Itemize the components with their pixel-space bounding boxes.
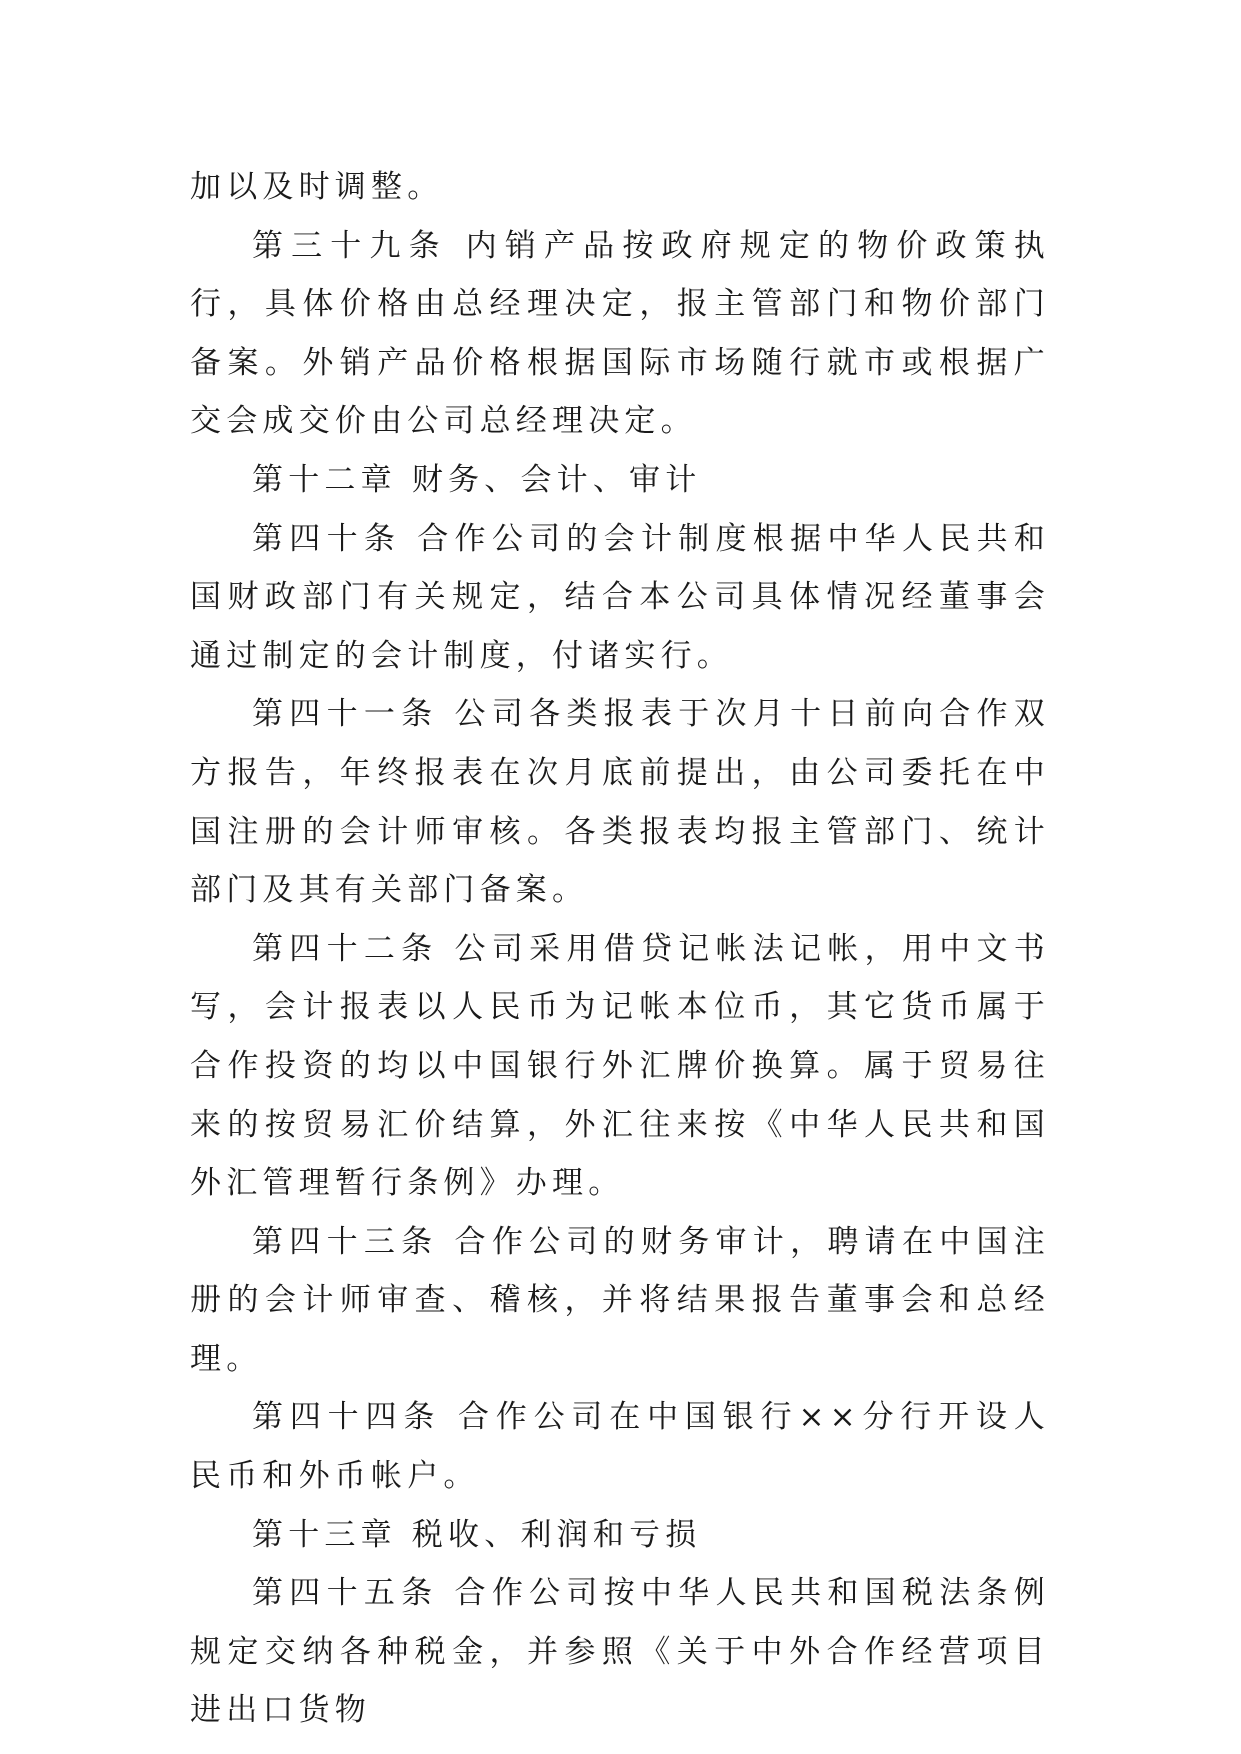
article-40: 第四十条 合作公司的会计制度根据中华人民共和国财政部门有关规定，结合本公司具体情况经董事会通过制定的会计制度，付诸实行。 — [190, 520, 1050, 674]
document-body — [190, 158, 1050, 1740]
article-42: 第四十二条 公司采用借贷记帐法记帐，用中文书写，会计报表以人民币为记帐本位币，其它货币属于合作投资的均以中国银行外汇牌价换算。属于贸易往来的按贸易汇价结算，外汇往来按《中华人民共和国外汇管理暂行条例》办理。 — [190, 930, 1050, 1202]
paragraph-continuation: 加以及时调整。 — [190, 169, 444, 205]
article-43: 第四十三条 合作公司的财务审计，聘请在中国注册的会计师审查、稽核，并将结果报告董事会和总经理。 — [190, 1223, 1050, 1377]
chapter-12-heading: 第十二章 财务、会计、审计 — [252, 461, 702, 498]
chapter-13-heading: 第十三章 税收、利润和亏损 — [252, 1516, 702, 1553]
article-45: 第四十五条 合作公司按中华人民共和国税法条例规定交纳各种税金，并参照《关于中外合作经营项目进出口货物 — [190, 1575, 1050, 1729]
article-41: 第四十一条 公司各类报表于次月十日前向合作双方报告，年终报表在次月底前提出，由公司委托在中国注册的会计师审核。各类报表均报主管部门、统计部门及其有关部门备案。 — [190, 696, 1050, 909]
article-44: 第四十四条 合作公司在中国银行××分行开设人民币和外币帐户。 — [190, 1399, 1050, 1495]
article-39: 第三十九条 内销产品按政府规定的物价政策执行，具体价格由总经理决定，报主管部门和物价部门备案。外销产品价格根据国际市场随行就市或根据广交会成交价由公司总经理决定。 — [190, 227, 1050, 440]
